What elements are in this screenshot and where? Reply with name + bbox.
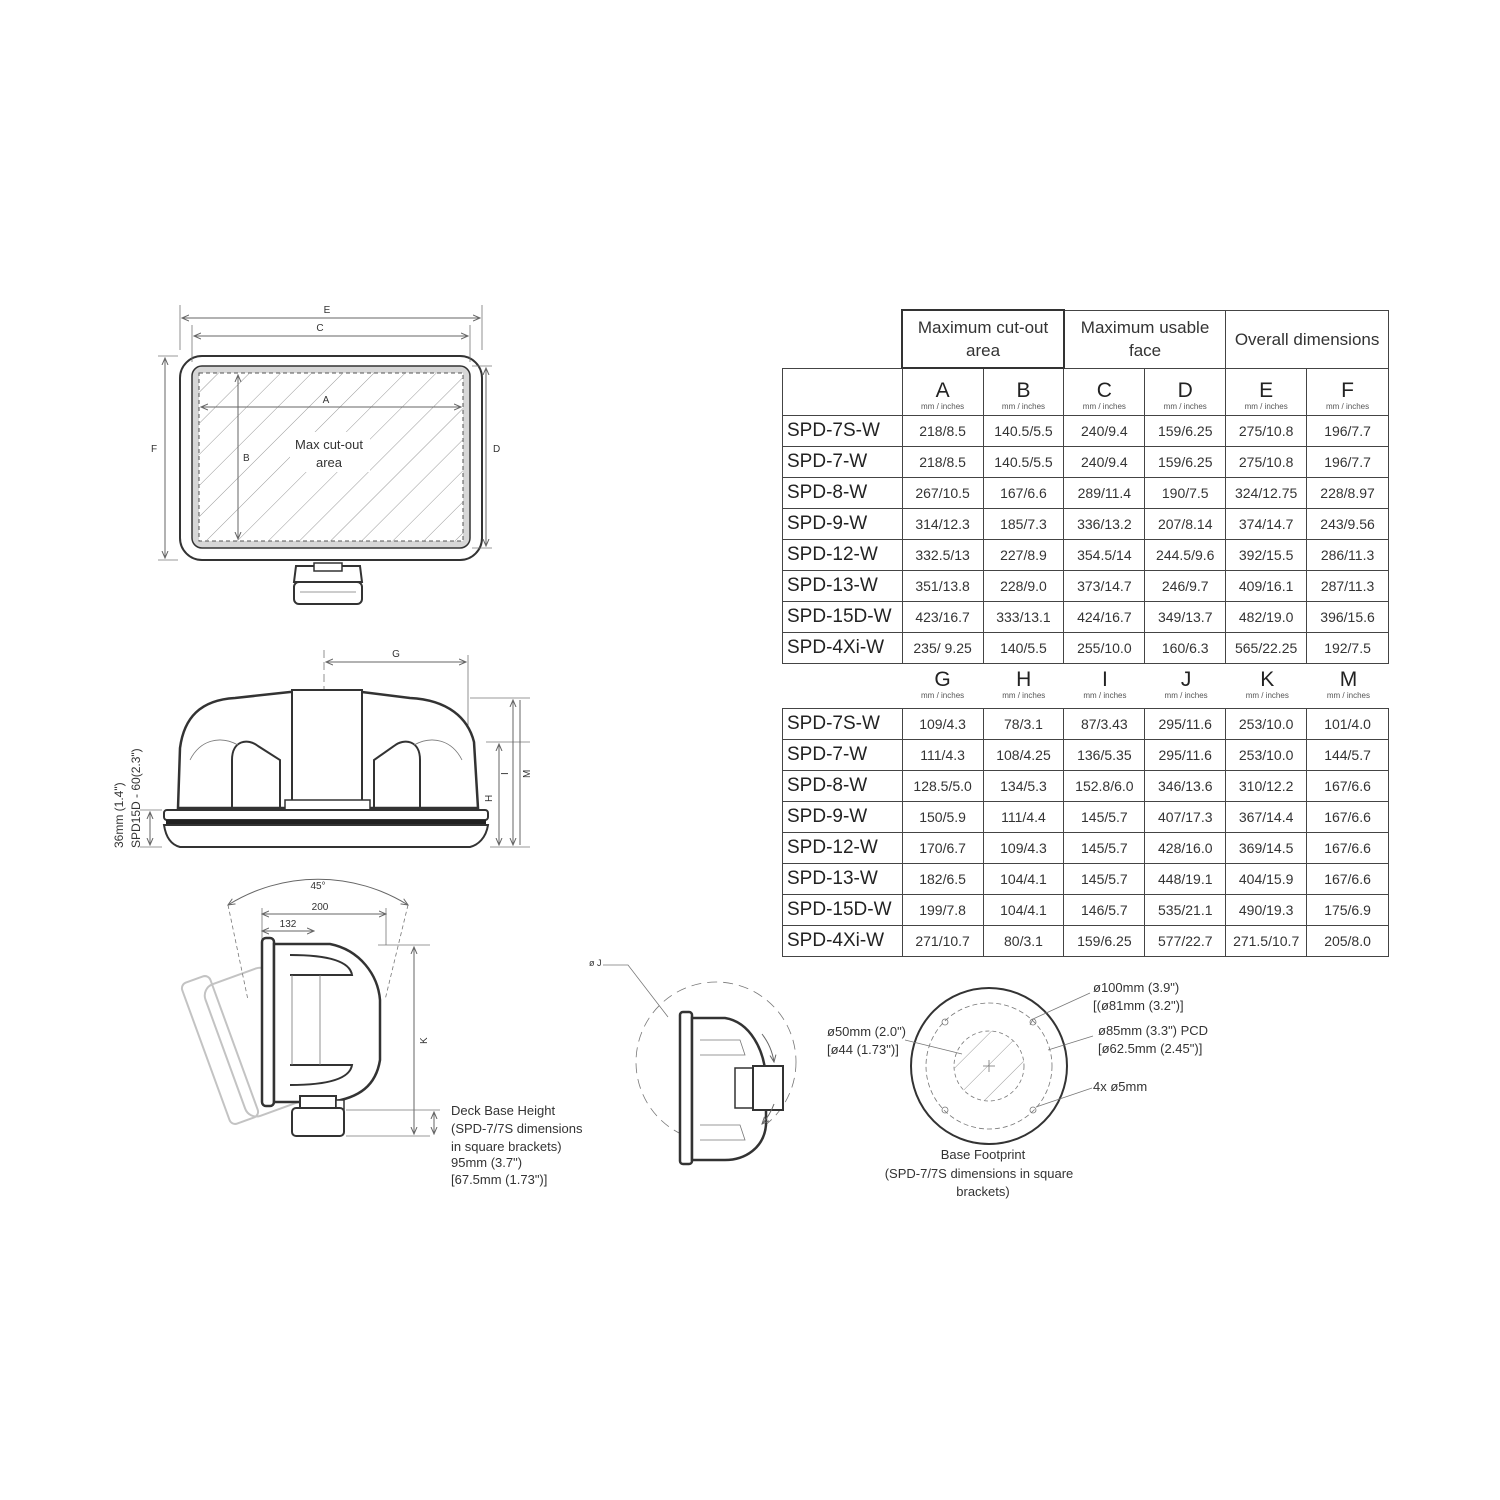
dimension-value-cell: 295/11.6 [1145, 740, 1226, 771]
table-row [783, 416, 1389, 447]
swivel-display [680, 1012, 783, 1164]
footprint-holes: 4x ø5mm [1093, 1079, 1148, 1094]
tilted-display-body [262, 938, 380, 1136]
dimension-value-cell: 140/5.5 [983, 633, 1064, 664]
dimension-value-cell: 167/6.6 [983, 478, 1064, 509]
dimension-value-cell: 109/4.3 [983, 833, 1064, 864]
dimension-value-cell: 160/6.3 [1145, 633, 1226, 664]
dim-label-h: H [484, 794, 495, 802]
table-1-body [783, 416, 1389, 664]
deck-base-line2: (SPD-7/7S dimensions [451, 1121, 583, 1136]
cutout-label-line1: Max cut-out [295, 437, 363, 452]
dimensions-table-2 [782, 708, 1389, 957]
model-name-cell: SPD-4Xi-W [783, 633, 903, 664]
dimension-value-cell: 246/9.7 [1145, 571, 1226, 602]
dimension-value-cell: 167/6.6 [1307, 833, 1389, 864]
dimension-value-cell: 111/4.4 [983, 802, 1064, 833]
col-header-i: I mm / inches [1083, 668, 1127, 700]
dimension-value-cell: 267/10.5 [902, 478, 983, 509]
dimension-value-cell: 333/13.1 [983, 602, 1064, 633]
tilt-view [180, 879, 583, 1187]
dim-label-g: G [392, 649, 400, 660]
table-row [783, 926, 1389, 957]
dimension-value-cell: 295/11.6 [1145, 709, 1226, 740]
col-header-c: C mm / inches [1064, 368, 1145, 416]
deck-base-line1: Deck Base Height [451, 1103, 556, 1118]
table-row [783, 447, 1389, 478]
footprint-pcd62: [ø62.5mm (2.45")] [1098, 1041, 1203, 1056]
dimension-value-cell: 109/4.3 [902, 709, 983, 740]
model-header-empty [783, 368, 903, 416]
table-2-body [783, 709, 1389, 957]
model-name-cell: SPD-7-W [783, 447, 903, 478]
dimension-value-cell: 152.8/6.0 [1064, 771, 1145, 802]
deck-base-line5: [67.5mm (1.73")] [451, 1172, 548, 1187]
dimension-value-cell: 424/16.7 [1064, 602, 1145, 633]
dimension-value-cell: 275/10.8 [1226, 447, 1307, 478]
dim-label-i: I [500, 772, 511, 775]
col-header-k: K mm / inches [1245, 668, 1289, 700]
model-name-cell: SPD-7S-W [783, 709, 903, 740]
model-name-cell: SPD-9-W [783, 509, 903, 540]
dimension-value-cell: 167/6.6 [1307, 771, 1389, 802]
dimension-value-cell: 367/14.4 [1226, 802, 1307, 833]
dimension-value-cell: 170/6.7 [902, 833, 983, 864]
dimension-value-cell: 134/5.3 [983, 771, 1064, 802]
table-row [783, 740, 1389, 771]
col-header-a: A mm / inches [902, 368, 983, 416]
dimension-value-cell: 196/7.7 [1307, 447, 1389, 478]
dimension-value-cell: 111/4.3 [902, 740, 983, 771]
dim-label-m: M [522, 769, 533, 778]
dimension-value-cell: 104/4.1 [983, 895, 1064, 926]
model-name-cell: SPD-7S-W [783, 416, 903, 447]
deck-base-line3: in square brackets) [451, 1139, 562, 1154]
dimension-value-cell: 275/10.8 [1226, 416, 1307, 447]
footprint-caption-line2: (SPD-7/7S dimensions in square [884, 1166, 1074, 1181]
dimension-value-cell: 80/3.1 [983, 926, 1064, 957]
dimension-value-cell: 108/4.25 [983, 740, 1064, 771]
dimension-value-cell: 271/10.7 [902, 926, 983, 957]
model-name-cell: SPD-13-W [783, 864, 903, 895]
dimension-value-cell: 374/14.7 [1226, 509, 1307, 540]
deck-base-line4: 95mm (3.7") [451, 1155, 523, 1170]
dimension-value-cell: 448/19.1 [1145, 864, 1226, 895]
model-name-cell: SPD-8-W [783, 771, 903, 802]
dimension-value-cell: 167/6.6 [1307, 802, 1389, 833]
footprint-d100: ø100mm (3.9") [1093, 980, 1180, 995]
swivel-view [589, 958, 796, 1164]
dimension-value-cell: 369/14.5 [1226, 833, 1307, 864]
table-row [783, 602, 1389, 633]
dimension-value-cell: 244.5/9.6 [1145, 540, 1226, 571]
group-header-overall: Overall dimensions [1226, 310, 1389, 368]
dimension-value-cell: 286/11.3 [1307, 540, 1389, 571]
dimension-value-cell: 175/6.9 [1307, 895, 1389, 926]
model-name-cell: SPD-12-W [783, 833, 903, 864]
table-row [783, 895, 1389, 926]
table-row [783, 478, 1389, 509]
dim-label-e: E [323, 305, 331, 316]
footprint-d44: [ø44 (1.73")] [827, 1042, 899, 1057]
dimension-value-cell: 332.5/13 [902, 540, 983, 571]
model-name-cell: SPD-9-W [783, 802, 903, 833]
mount-knob-top [294, 563, 362, 604]
footprint-d81: [(ø81mm (3.2")] [1093, 998, 1184, 1013]
dimension-value-cell: 428/16.0 [1145, 833, 1226, 864]
model-name-cell: SPD-4Xi-W [783, 926, 903, 957]
base-footprint-view [827, 980, 1208, 1199]
dimension-value-cell: 78/3.1 [983, 709, 1064, 740]
col-header-g: G mm / inches [921, 668, 965, 700]
dimension-value-cell: 128.5/5.0 [902, 771, 983, 802]
col-header-m: M mm / inches [1326, 668, 1370, 700]
dimension-value-cell: 159/6.25 [1064, 926, 1145, 957]
dim-label-k: K [419, 1037, 430, 1044]
dimension-value-cell: 255/10.0 [1064, 633, 1145, 664]
footprint-d50: ø50mm (2.0") [827, 1024, 907, 1039]
dimension-value-cell: 136/5.35 [1064, 740, 1145, 771]
dimension-value-cell: 104/4.1 [983, 864, 1064, 895]
dimension-value-cell: 253/10.0 [1226, 740, 1307, 771]
cutout-label-line2: area [315, 455, 343, 470]
table-row [783, 864, 1389, 895]
footprint-caption-line1: Base Footprint [940, 1147, 1026, 1162]
dimension-value-cell: 409/16.1 [1226, 571, 1307, 602]
tilt-width-132: 132 [279, 919, 297, 930]
col-header-f: F mm / inches [1307, 368, 1389, 416]
dimension-value-cell: 351/13.8 [902, 571, 983, 602]
table-row [783, 802, 1389, 833]
side-view [112, 649, 533, 848]
dim-label-f: F [151, 444, 158, 455]
dimension-value-cell: 243/9.56 [1307, 509, 1389, 540]
dimension-value-cell: 140.5/5.5 [983, 416, 1064, 447]
model-name-cell: SPD-8-W [783, 478, 903, 509]
dimension-value-cell: 159/6.25 [1145, 447, 1226, 478]
dimension-value-cell: 336/13.2 [1064, 509, 1145, 540]
col-header-h: H mm / inches [1002, 668, 1046, 700]
dim-label-d: D [493, 444, 501, 455]
dimension-value-cell: 240/9.4 [1064, 447, 1145, 478]
dimension-value-cell: 310/12.2 [1226, 771, 1307, 802]
dim-label-j: ø J [589, 958, 602, 968]
tilt-width-200: 200 [311, 902, 329, 913]
table-row [783, 771, 1389, 802]
model-name-cell: SPD-15D-W [783, 895, 903, 926]
col-header-e: E mm / inches [1226, 368, 1307, 416]
dimension-value-cell: 349/13.7 [1145, 602, 1226, 633]
dimension-value-cell: 354.5/14 [1064, 540, 1145, 571]
dim-label-a: A [322, 395, 330, 406]
dimensions-table-1 [782, 309, 1389, 664]
dimension-value-cell: 145/5.7 [1064, 802, 1145, 833]
dimension-value-cell: 185/7.3 [983, 509, 1064, 540]
table-row [783, 571, 1389, 602]
dimension-value-cell: 271.5/10.7 [1226, 926, 1307, 957]
dimension-value-cell: 482/19.0 [1226, 602, 1307, 633]
dimension-value-cell: 228/9.0 [983, 571, 1064, 602]
dimension-value-cell: 218/8.5 [902, 447, 983, 478]
dimension-value-cell: 150/5.9 [902, 802, 983, 833]
col-header-j: J mm / inches [1164, 668, 1208, 700]
dim-label-c: C [316, 323, 324, 334]
dimension-value-cell: 577/22.7 [1145, 926, 1226, 957]
dimension-value-cell: 145/5.7 [1064, 864, 1145, 895]
dimension-value-cell: 192/7.5 [1307, 633, 1389, 664]
dimension-value-cell: 145/5.7 [1064, 833, 1145, 864]
dimension-value-cell: 253/10.0 [1226, 709, 1307, 740]
footprint-caption-line3: brackets) [956, 1184, 1010, 1199]
dimension-value-cell: 235/ 9.25 [902, 633, 983, 664]
dimension-value-cell: 182/6.5 [902, 864, 983, 895]
dimension-value-cell: 144/5.7 [1307, 740, 1389, 771]
footprint-pcd85: ø85mm (3.3") PCD [1098, 1023, 1209, 1038]
dimension-value-cell: 565/22.25 [1226, 633, 1307, 664]
dimension-value-cell: 190/7.5 [1145, 478, 1226, 509]
side-note-spd15d: SPD15D - 60(2.3") [129, 748, 143, 848]
dimension-value-cell: 167/6.6 [1307, 864, 1389, 895]
dimension-value-cell: 314/12.3 [902, 509, 983, 540]
dimension-value-cell: 392/15.5 [1226, 540, 1307, 571]
table-row [783, 709, 1389, 740]
model-name-cell: SPD-12-W [783, 540, 903, 571]
dimension-value-cell: 289/11.4 [1064, 478, 1145, 509]
dimension-value-cell: 159/6.25 [1145, 416, 1226, 447]
dimension-value-cell: 146/5.7 [1064, 895, 1145, 926]
dimension-value-cell: 196/7.7 [1307, 416, 1389, 447]
dimension-value-cell: 423/16.7 [902, 602, 983, 633]
dimension-value-cell: 87/3.43 [1064, 709, 1145, 740]
table-2-letter-headers [902, 670, 1389, 702]
dimension-value-cell: 407/17.3 [1145, 802, 1226, 833]
dimension-value-cell: 287/11.3 [1307, 571, 1389, 602]
tilt-angle-label: 45° [310, 881, 326, 892]
group-header-usable-face: Maximum usable face [1064, 310, 1226, 368]
dimension-value-cell: 346/13.6 [1145, 771, 1226, 802]
col-header-d: D mm / inches [1145, 368, 1226, 416]
dimension-value-cell: 228/8.97 [1307, 478, 1389, 509]
model-name-cell: SPD-13-W [783, 571, 903, 602]
dimension-value-cell: 490/19.3 [1226, 895, 1307, 926]
table-row [783, 633, 1389, 664]
group-header-cutout: Maximum cut-out area [902, 310, 1064, 368]
table-row [783, 540, 1389, 571]
dim-label-b: B [243, 453, 250, 464]
dimension-value-cell: 199/7.8 [902, 895, 983, 926]
dimension-value-cell: 404/15.9 [1226, 864, 1307, 895]
dimension-value-cell: 101/4.0 [1307, 709, 1389, 740]
dimension-value-cell: 227/8.9 [983, 540, 1064, 571]
table-row [783, 509, 1389, 540]
dimension-value-cell: 240/9.4 [1064, 416, 1145, 447]
dimension-value-cell: 535/21.1 [1145, 895, 1226, 926]
model-name-cell: SPD-15D-W [783, 602, 903, 633]
display-side-body [164, 690, 488, 847]
dimension-value-cell: 218/8.5 [902, 416, 983, 447]
side-note-36mm: 36mm (1.4") [112, 782, 126, 848]
dimension-value-cell: 324/12.75 [1226, 478, 1307, 509]
model-name-cell: SPD-7-W [783, 740, 903, 771]
top-view [151, 305, 500, 604]
col-header-b: B mm / inches [983, 368, 1064, 416]
dimension-value-cell: 205/8.0 [1307, 926, 1389, 957]
dimension-value-cell: 373/14.7 [1064, 571, 1145, 602]
table-row [783, 833, 1389, 864]
dimension-value-cell: 396/15.6 [1307, 602, 1389, 633]
dimension-value-cell: 207/8.14 [1145, 509, 1226, 540]
dimension-value-cell: 140.5/5.5 [983, 447, 1064, 478]
